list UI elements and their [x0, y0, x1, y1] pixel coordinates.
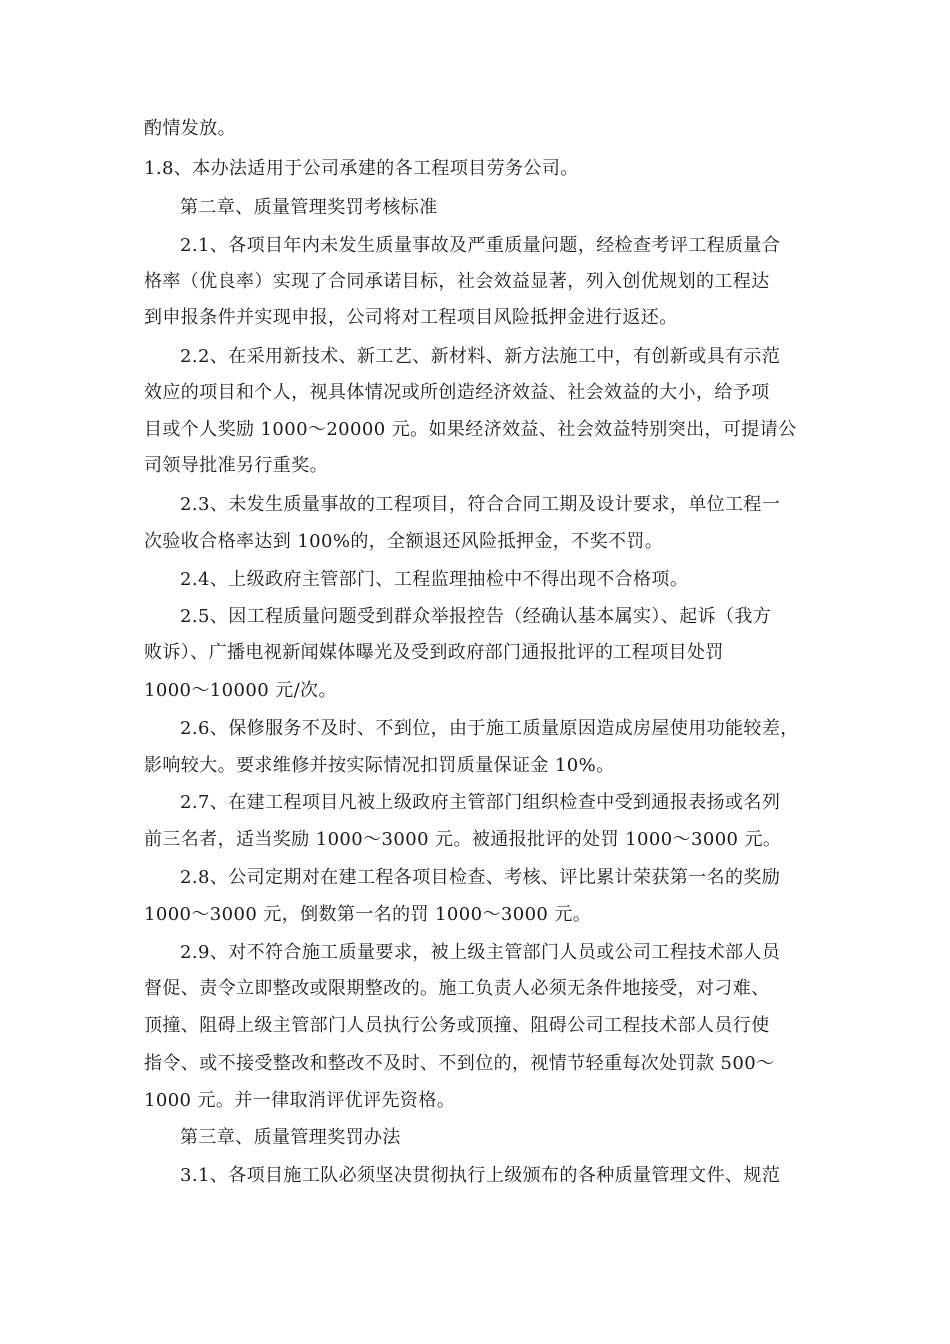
text-line: 2.6、保修服务不及时、不到位，由于施工质量原因造成房屋使用功能较差， — [180, 718, 799, 739]
text-line: 1000～10000 元/次。 — [144, 680, 337, 701]
text-line: 2.7、在建工程项目凡被上级政府主管部门组织检查中受到通报表扬或名列 — [180, 792, 781, 813]
text-line: 2.5、因工程质量问题受到群众举报控告（经确认基本属实）、起诉（我方 — [180, 606, 772, 627]
text-line: 2.9、对不符合施工质量要求，被上级主管部门人员或公司工程技术部人员 — [180, 942, 781, 963]
text-line: 1000 元。并一律取消评优评先资格。 — [144, 1090, 456, 1111]
chapter-heading: 第二章、质量管理奖罚考核标准 — [180, 197, 438, 218]
text-line: 2.3、未发生质量事故的工程项目，符合合同工期及设计要求，单位工程一 — [180, 494, 781, 515]
text-line: 酌情发放。 — [144, 118, 236, 139]
text-line: 顶撞、阻碍上级主管部门人员执行公务或顶撞、阻碍公司工程技术部人员行使 — [144, 1015, 770, 1036]
text-line: 到申报条件并实现申报，公司将对工程项目风险抵押金进行返还。 — [144, 307, 678, 328]
text-line: 次验收合格率达到 100%的，全额退还风险抵押金，不奖不罚。 — [144, 531, 664, 552]
text-line: 格率（优良率）实现了合同承诺目标，社会效益显著，列入创优规划的工程达 — [144, 271, 770, 292]
text-line: 目或个人奖励 1000～20000 元。如果经济效益、社会效益特别突出，可提请公 — [144, 419, 797, 440]
text-line: 败诉）、广播电视新闻媒体曝光及受到政府部门通报批评的工程项目处罚 — [144, 642, 724, 663]
chapter-heading: 第三章、质量管理奖罚办法 — [180, 1127, 401, 1148]
text-line: 指令、或不接受整改和整改不及时、不到位的，视情节轻重每次处罚款 500～ — [144, 1053, 775, 1074]
text-line: 2.4、上级政府主管部门、工程监理抽检中不得出现不合格项。 — [180, 569, 689, 590]
text-line: 督促、责令立即整改或限期整改的。施工负责人必须无条件地接受，对刁难、 — [144, 978, 770, 999]
text-line: 2.2、在采用新技术、新工艺、新材料、新方法施工中，有创新或具有示范 — [180, 346, 781, 367]
text-line: 影响较大。要求维修并按实际情况扣罚质量保证金 10%。 — [144, 755, 615, 776]
text-line: 1.8、本办法适用于公司承建的各工程项目劳务公司。 — [144, 158, 579, 179]
text-line: 3.1、各项目施工队必须坚决贯彻执行上级颁布的各种质量管理文件、规范 — [180, 1165, 781, 1186]
text-line: 2.1、各项目年内未发生质量事故及严重质量问题，经检查考评工程质量合 — [180, 235, 781, 256]
text-line: 2.8、公司定期对在建工程各项目检查、考核、评比累计荣获第一名的奖励 — [180, 867, 781, 888]
text-line: 效应的项目和个人，视具体情况或所创造经济效益、社会效益的大小，给予项 — [144, 382, 770, 403]
text-line: 前三名者，适当奖励 1000～3000 元。被通报批评的处罚 1000～3000 元。 — [144, 829, 782, 850]
text-line: 1000～3000 元，倒数第一名的罚 1000～3000 元。 — [144, 904, 592, 925]
text-line: 司领导批准另行重奖。 — [144, 455, 328, 476]
